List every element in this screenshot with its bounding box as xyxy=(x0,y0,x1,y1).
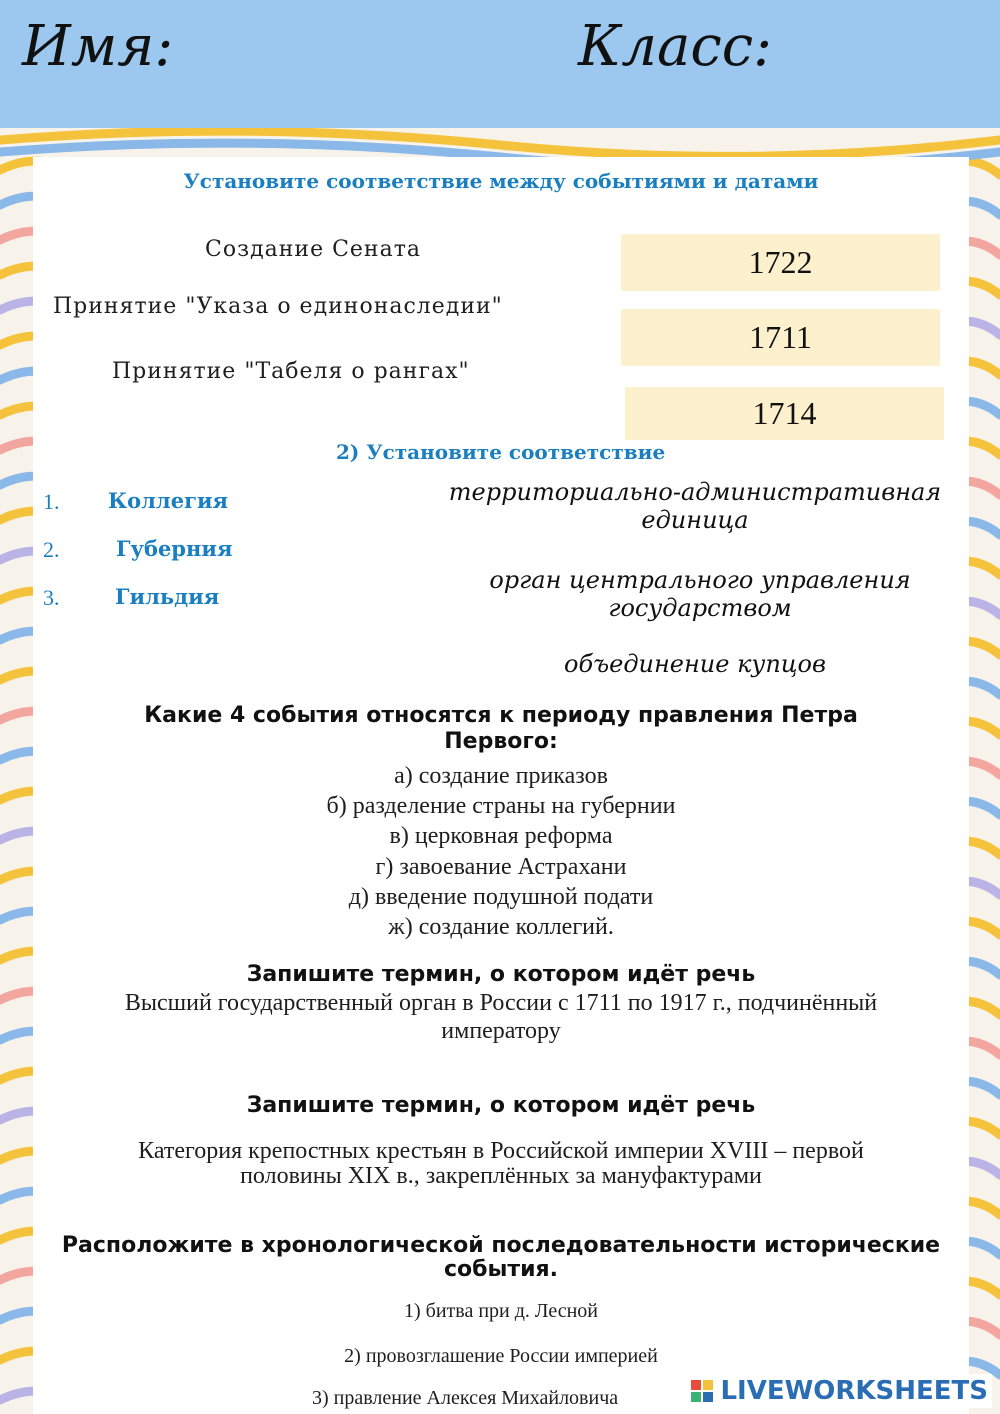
task1-event-table-of-ranks: Принятие "Табеля о рангах" xyxy=(112,359,470,384)
definition-merchants-union[interactable] xyxy=(530,650,860,678)
task1-title: Установите соответствие между событиями и датами xyxy=(183,169,819,193)
definition-line: государством xyxy=(608,594,792,622)
task6-title-line1: Расположите в хронологической последовательности исторические xyxy=(61,1233,941,1258)
definition-line: единица xyxy=(641,506,749,534)
task4-question xyxy=(20,989,982,1045)
task3-options xyxy=(33,761,969,942)
definition-territorial-unit[interactable] xyxy=(420,478,970,534)
class-label: Класс: xyxy=(578,14,772,79)
task2-number-1: 1. xyxy=(43,489,60,514)
date-box-1714[interactable] xyxy=(625,387,944,440)
task4-title: Запишите термин, о котором идёт речь xyxy=(246,962,756,987)
date-box-1711[interactable] xyxy=(621,309,940,366)
logo-text: LIVEWORKSHEETS xyxy=(720,1376,988,1406)
option-a[interactable]: а) создание приказов xyxy=(394,763,608,789)
task3-title-line2: Первого: xyxy=(444,729,558,754)
task5-question xyxy=(33,1139,969,1189)
task5-question-line1: Категория крепостных крестьян в Российской империи XVIII – первой xyxy=(138,1138,864,1164)
task6-item-3[interactable]: 3) правление Алексея Михайловича xyxy=(312,1387,619,1409)
name-label: Имя: xyxy=(22,14,174,79)
date-value: 1722 xyxy=(748,244,813,280)
option-zh[interactable]: ж) создание коллегий. xyxy=(388,914,614,941)
definition-central-government-body[interactable] xyxy=(440,566,960,622)
task2-number-2: 2. xyxy=(43,537,60,562)
task4-question-line2: императору xyxy=(441,1018,561,1044)
task6-title-line2: события. xyxy=(443,1257,559,1282)
task6-title xyxy=(20,1234,982,1282)
term-collegium[interactable]: Коллегия xyxy=(108,488,229,513)
definition-line: орган центрального управления xyxy=(489,566,911,594)
task1-event-senate: Создание Сената xyxy=(205,237,421,262)
definition-line: объединение купцов xyxy=(564,650,826,678)
task6-item-1[interactable]: 1) битва при д. Лесной xyxy=(403,1300,598,1322)
date-box-1722[interactable] xyxy=(621,234,940,291)
option-g[interactable]: г) завоевание Астрахани xyxy=(375,853,627,880)
option-d[interactable]: д) введение подушной подати xyxy=(348,883,654,910)
term-guild[interactable]: Гильдия xyxy=(115,584,220,609)
task5-title: Запишите термин, о котором идёт речь xyxy=(246,1093,756,1118)
term-guberniya[interactable]: Губерния xyxy=(116,536,233,561)
liveworksheets-logo xyxy=(686,1374,992,1408)
task2-title: 2) Установите соответствие xyxy=(336,440,666,464)
task3-title-line1: Какие 4 события относятся к периоду правления Петра xyxy=(144,703,858,728)
definition-line: территориально-административная xyxy=(448,478,942,506)
task4-question-line1: Высший государственный орган в России с 1711 по 1917 г., подчинённый xyxy=(124,990,878,1016)
date-value: 1711 xyxy=(749,319,812,355)
date-value: 1714 xyxy=(752,395,817,431)
task1-event-succession-decree: Принятие "Указа о единонаследии" xyxy=(53,294,503,319)
task6-item-2[interactable]: 2) провозглашение России империей xyxy=(344,1345,658,1367)
task3-title xyxy=(33,703,969,755)
option-v[interactable]: в) церковная реформа xyxy=(389,823,613,850)
task2-number-3: 3. xyxy=(43,585,60,610)
option-b[interactable]: б) разделение страны на губернии xyxy=(326,793,676,820)
task5-question-line2: половины XIX в., закреплённых за мануфактурами xyxy=(240,1163,762,1189)
logo-squares-icon xyxy=(690,1379,716,1403)
